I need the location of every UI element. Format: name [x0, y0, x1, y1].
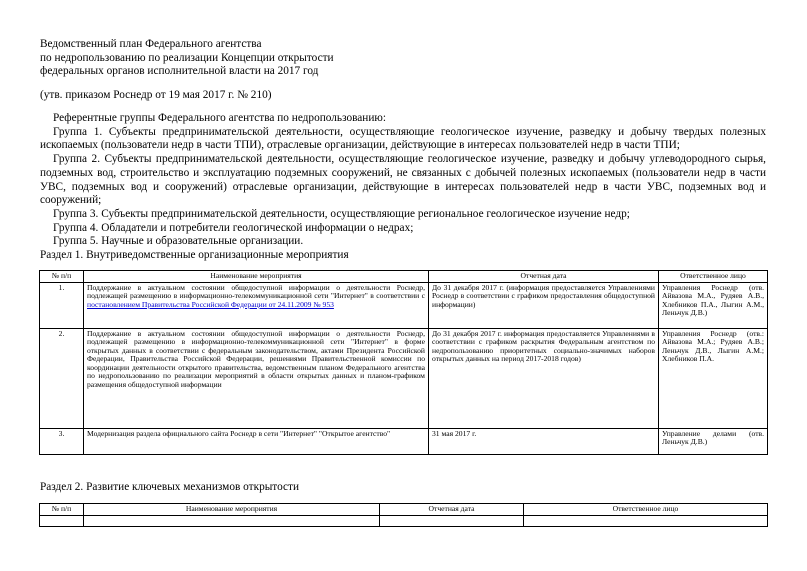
- empty-cell: [84, 515, 380, 526]
- row-num: 1.: [40, 282, 84, 328]
- group-item: Группа 2. Субъекты предпринимательской деятельности, осуществляющие геологическое изучение, разведку и добычу углеводородного сырья, подземных вод, строительство и эксплуатацию подземных сооружений, не связанных с добычей полезных ископаемых (пользователи недр в части УВС, подземных вод и сооружений) отраслевые организации, действующие в интересах пользователей недр в части УВС, подземных вод и сооружений;: [40, 153, 766, 207]
- row-num: 2.: [40, 328, 84, 428]
- empty-cell: [380, 515, 524, 526]
- row-person: Управления Роснедр (отв.: Айвазова М.А.; Рудяев А.В.; Леньчук Д.В., Лыгин А.М.; Хлебников П.А.: [659, 328, 768, 428]
- row-name: Поддержание в актуальном состоянии общедоступной информации о деятельности Роснедр, подлежащей размещению в информационно-телекоммуникационной сети "Интернет" в форме открытых данных в соответствии с федеральным законодательством, актами Президента Российской Федерации, Правительства Российской Федерации, решениями Правительственной комиссии по координации деятельности открытого правительства, ведомственным планом Федерального агентства по недропользованию по реализации мероприятий в области открытых данных и планом-графиком размещения общедоступной информации: [84, 328, 429, 428]
- row-name-text: Поддержание в актуальном состоянии общедоступной информации о деятельности Роснедр, подлежащей размещению в информационно-телекоммуникационной сети "Интернет" в соответствии с: [87, 282, 425, 300]
- header-person: Ответственное лицо: [659, 271, 768, 283]
- empty-cell: [524, 515, 768, 526]
- decree-link[interactable]: постановлением Правительства Российской Федерации от 24.11.2009 № 953: [87, 299, 334, 309]
- header-date: Отчетная дата: [429, 271, 659, 283]
- section-1-title: Раздел 1. Внутриведомственные организационные мероприятия: [40, 249, 349, 261]
- row-date: 31 мая 2017 г.: [429, 428, 659, 454]
- empty-cell: [40, 515, 84, 526]
- row-date: До 31 декабря 2017 г. (информация предоставляется Управлениями Роснедр в соответствии с графиком предоставления общедоступной информации): [429, 282, 659, 328]
- table-row: [40, 282, 768, 328]
- table-row: [40, 515, 768, 526]
- document-title: [40, 38, 334, 79]
- groups-intro: Референтные группы Федерального агентства по недропользованию:: [53, 112, 386, 124]
- header-num: № п/п: [40, 504, 84, 516]
- row-date: До 31 декабря 2017 г. информация предоставляется Управлениями в соответствии с графиком раскрытия Федеральным агентством по недропользованию приоритетных социально-значимых наборов открытых данных на период 2017-2018 годов): [429, 328, 659, 428]
- section-1-table: [39, 270, 768, 455]
- header-name: Наименование мероприятия: [84, 504, 380, 516]
- section-2-title: Раздел 2. Развитие ключевых механизмов открытости: [40, 481, 300, 493]
- row-name: [84, 282, 429, 328]
- header-person: Ответственное лицо: [524, 504, 768, 516]
- group-item: Группа 5. Научные и образовательные организации.: [53, 235, 304, 248]
- header-num: № п/п: [40, 271, 84, 283]
- table-row: [40, 328, 768, 428]
- title-line: федеральных органов исполнительной власти на 2017 год: [40, 65, 319, 78]
- table-header-row: [40, 504, 768, 516]
- row-num: 3.: [40, 428, 84, 454]
- title-line: по недропользованию по реализации Концепции открытости: [40, 51, 334, 64]
- table-header-row: [40, 271, 768, 283]
- reference-groups: [40, 112, 766, 249]
- title-line: Ведомственный план Федерального агентства: [40, 38, 262, 50]
- header-date: Отчетная дата: [380, 504, 524, 516]
- table-row: [40, 428, 768, 454]
- group-item: Группа 3. Субъекты предпринимательской деятельности, осуществляющие региональное геологическое изучение недр;: [53, 207, 630, 220]
- group-item: Группа 4. Обладатели и потребители геологической информации о недрах;: [53, 221, 414, 234]
- group-item: Группа 1. Субъекты предпринимательской деятельности, осуществляющие геологическое изучение, разведку и добычу твердых полезных ископаемых (пользователи недр в части ТПИ), отраслевые организации, действующие в интересах пользователей недр в части ТПИ;: [40, 125, 766, 152]
- row-person: Управления Роснедр (отв. Айвазова М.А., Рудяев А.В., Хлебников П.А., Лыгин А.М., Леньчук Д.В.): [659, 282, 768, 328]
- approval-note: (утв. приказом Роснедр от 19 мая 2017 г. № 210): [40, 89, 272, 101]
- row-person: Управление делами (отв. Леньчук Д.В.): [659, 428, 768, 454]
- section-2-table: [39, 503, 768, 527]
- row-name: Модернизация раздела официального сайта Роснедр в сети "Интернет" "Открытое агентство": [84, 428, 429, 454]
- header-name: Наименование мероприятия: [84, 271, 429, 283]
